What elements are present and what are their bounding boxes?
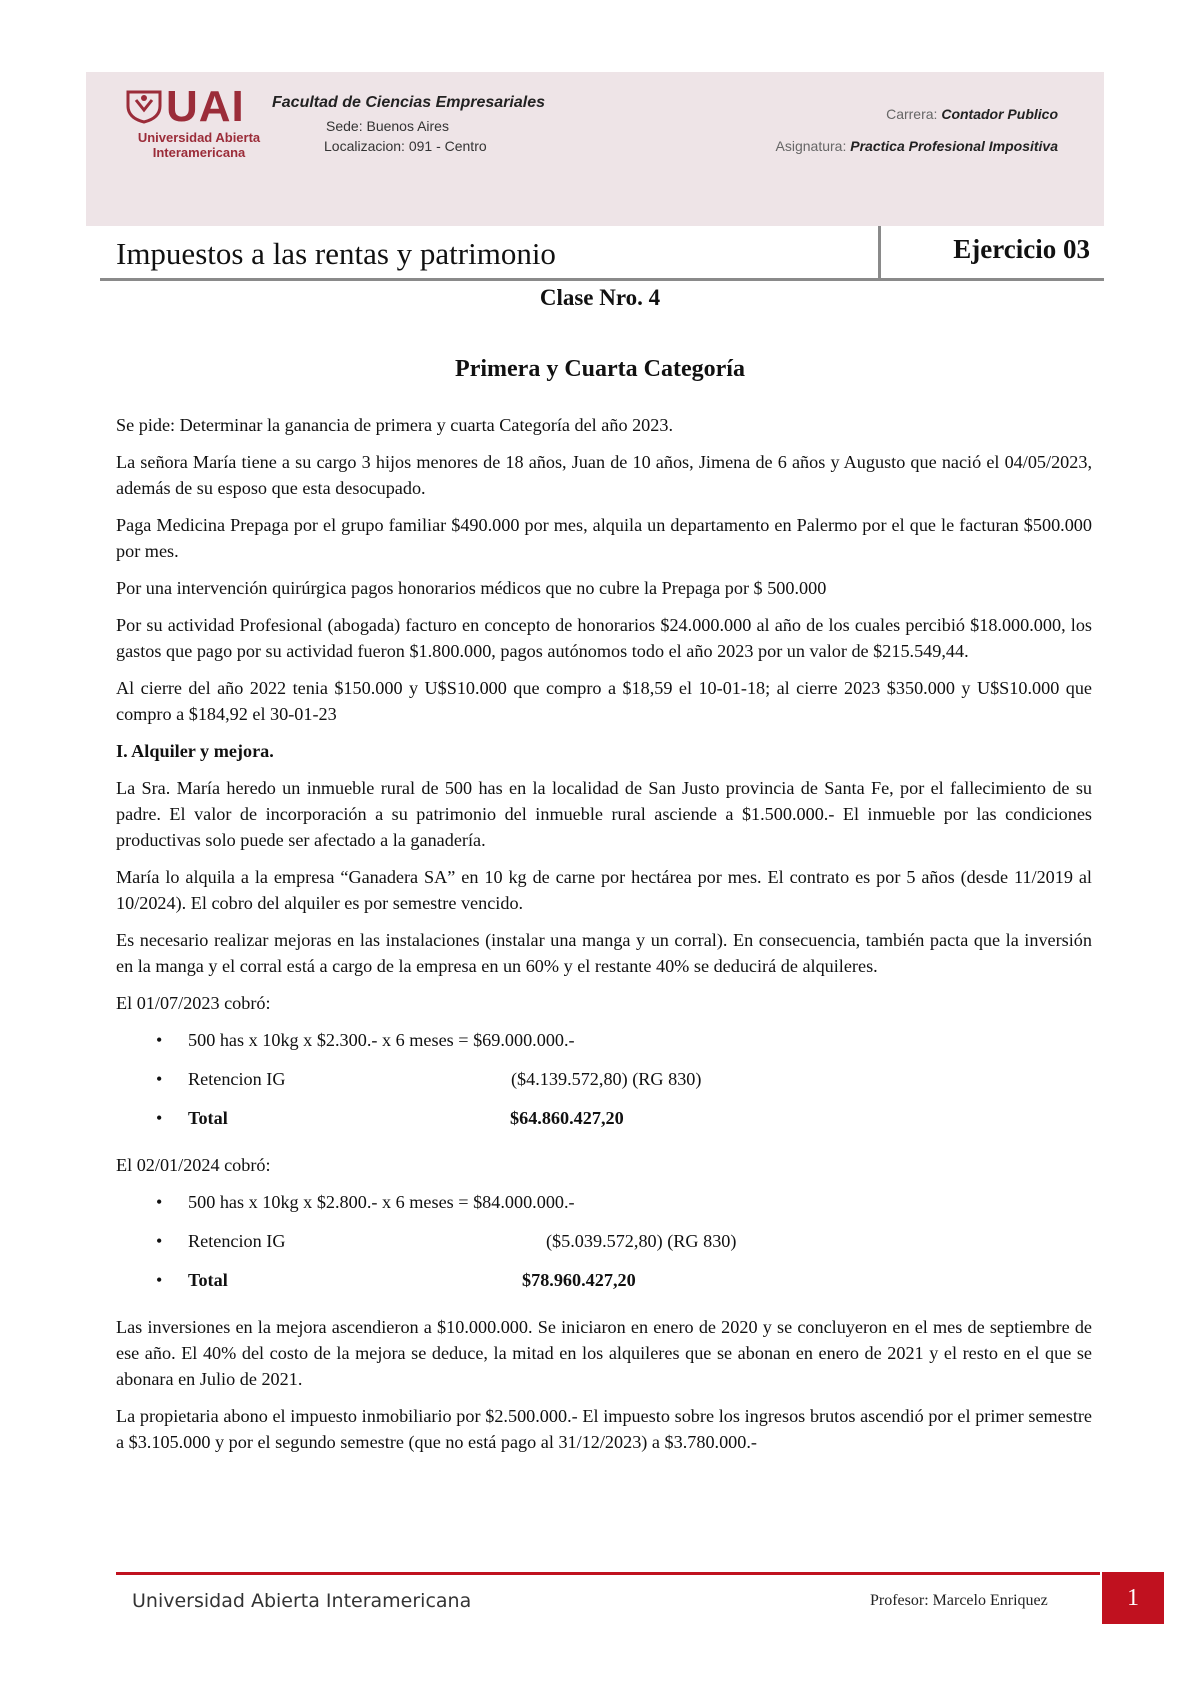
paragraph: María lo alquila a la empresa “Ganadera SA” en 10 kg de carne por hectárea por mes. El contrato es por 5 años (desde 11/2019 al 10/2024). El cobro del alquiler es por semestre vencido. (116, 867, 1092, 913)
paragraph: Por una intervención quirúrgica pagos honorarios médicos que no cubre la Prepaga por $ 500.000 (116, 578, 827, 598)
asignatura-label: Asignatura: (775, 138, 847, 154)
retention-label: Retencion IG (188, 1069, 286, 1089)
faculty-name: Facultad de Ciencias Empresariales (272, 94, 546, 111)
asignatura-line (776, 138, 1058, 154)
carrera-line (886, 106, 1058, 122)
paragraph: La propietaria abono el impuesto inmobiliario por $2.500.000.- El impuesto sobre los ingresos brutos ascendió por el primer semestre a $3.105.000 y por el segundo semestre (que no está pago al 31/12/2023) a $3.780.000.- (116, 1406, 1092, 1452)
paragraph: Al cierre del año 2022 tenia $150.000 y U$S10.000 que compro a $18,59 el 10-01-18; al cierre 2023 $350.000 y U$S10.000 que compro a $184,92 el 30-01-23 (116, 678, 1092, 724)
paragraph: Las inversiones en la mejora ascendieron a $10.000.000. Se iniciaron en enero de 2020 y se concluyeron en el mes de septiembre de ese año. El 40% del costo de la mejora se deduce, la mitad en los alquileres que se abonan en enero de 2021 y el resto en el que se abonara en Julio de 2021. (116, 1317, 1092, 1389)
logo-subtitle-line-1: Universidad Abierta (137, 130, 261, 145)
footer-professor: Profesor: Marcelo Enriquez (870, 1592, 1048, 1609)
retention-value: ($4.139.572,80) (RG 830) (511, 1069, 702, 1089)
paragraph: La Sra. María heredo un inmueble rural de 500 has en la localidad de San Justo provincia de Santa Fe, por el fallecimiento de su padre. El valor de incorporación a su patrimonio del inmueble rural asciende a $1.500.000.- El inmueble por las condiciones productivas solo puede ser afectado a la ganadería. (116, 778, 1092, 850)
title-divider (878, 226, 881, 278)
paragraph: Por su actividad Profesional (abogada) facturo en concepto de honorarios $24.000.000 al año de los cuales percibió $18.000.000, los gastos que pago por su actividad fueron $1.800.000, pagos autónomos todo el año 2023 por un valor de $215.549,44. (116, 615, 1092, 661)
carrera-label: Carrera: (886, 106, 938, 122)
uai-logo (124, 82, 274, 168)
logo-subtitle (124, 130, 274, 160)
payment-list-2023 (116, 1027, 1092, 1144)
carrera-value: Contador Publico (941, 106, 1058, 122)
paragraph: El 02/01/2024 cobró: (116, 1155, 271, 1175)
exercise-number: Ejercicio 03 (953, 234, 1090, 264)
document-body (116, 412, 1092, 1466)
list-item (116, 1267, 1092, 1306)
retention-label: Retencion IG (188, 1231, 286, 1251)
section-heading: I. Alquiler y mejora. (116, 741, 274, 761)
total-value: $64.860.427,20 (510, 1108, 624, 1128)
footer-university: Universidad Abierta Interamericana (132, 1590, 472, 1612)
sede-text: Sede: Buenos Aires (326, 118, 449, 134)
document-title: Impuestos a las rentas y patrimonio (116, 236, 556, 271)
title-row (100, 226, 1104, 281)
logo-subtitle-line-2: Interamericana (152, 145, 246, 160)
paragraph: Es necesario realizar mejoras en las instalaciones (instalar una manga y un corral). En consecuencia, también pacta que la inversión en la manga y el corral está a cargo de la empresa en un 60% y el restante 40% se deducirá de alquileres. (116, 930, 1092, 976)
retention-value: ($5.039.572,80) (RG 830) (546, 1231, 737, 1251)
paragraph: El 01/07/2023 cobró: (116, 993, 271, 1013)
shield-icon (124, 88, 164, 124)
total-label: Total (188, 1108, 228, 1128)
header-banner (86, 72, 1104, 226)
footer-rule (116, 1572, 1100, 1575)
list-item-text: 500 has x 10kg x $2.300.- x 6 meses = $69.000.000.- (188, 1030, 575, 1050)
list-item (116, 1189, 1092, 1228)
list-item (116, 1066, 1092, 1105)
payment-list-2024 (116, 1189, 1092, 1306)
paragraph: Se pide: Determinar la ganancia de primera y cuarta Categoría del año 2023. (116, 415, 674, 435)
paragraph: Paga Medicina Prepaga por el grupo familiar $490.000 por mes, alquila un departamento en Palermo por el que le facturan $500.000 por mes. (116, 515, 1092, 561)
categoria-heading: Primera y Cuarta Categoría (455, 356, 745, 382)
list-item-text: 500 has x 10kg x $2.800.- x 6 meses = $84.000.000.- (188, 1192, 575, 1212)
list-item (116, 1228, 1092, 1267)
total-label: Total (188, 1270, 228, 1290)
list-item (116, 1027, 1092, 1066)
paragraph: La señora María tiene a su cargo 3 hijos menores de 18 años, Juan de 10 años, Jimena de 6 años y Augusto que nació el 04/05/2023, además de su esposo que esta desocupado. (116, 452, 1092, 498)
localizacion-text: Localizacion: 091 - Centro (324, 138, 487, 154)
page-number: 1 (1102, 1572, 1164, 1624)
clase-heading: Clase Nro. 4 (539, 285, 661, 310)
logo-wordmark: UAI (166, 82, 245, 131)
asignatura-value: Practica Profesional Impositiva (850, 138, 1058, 154)
total-value: $78.960.427,20 (522, 1270, 636, 1290)
list-item (116, 1105, 1092, 1144)
